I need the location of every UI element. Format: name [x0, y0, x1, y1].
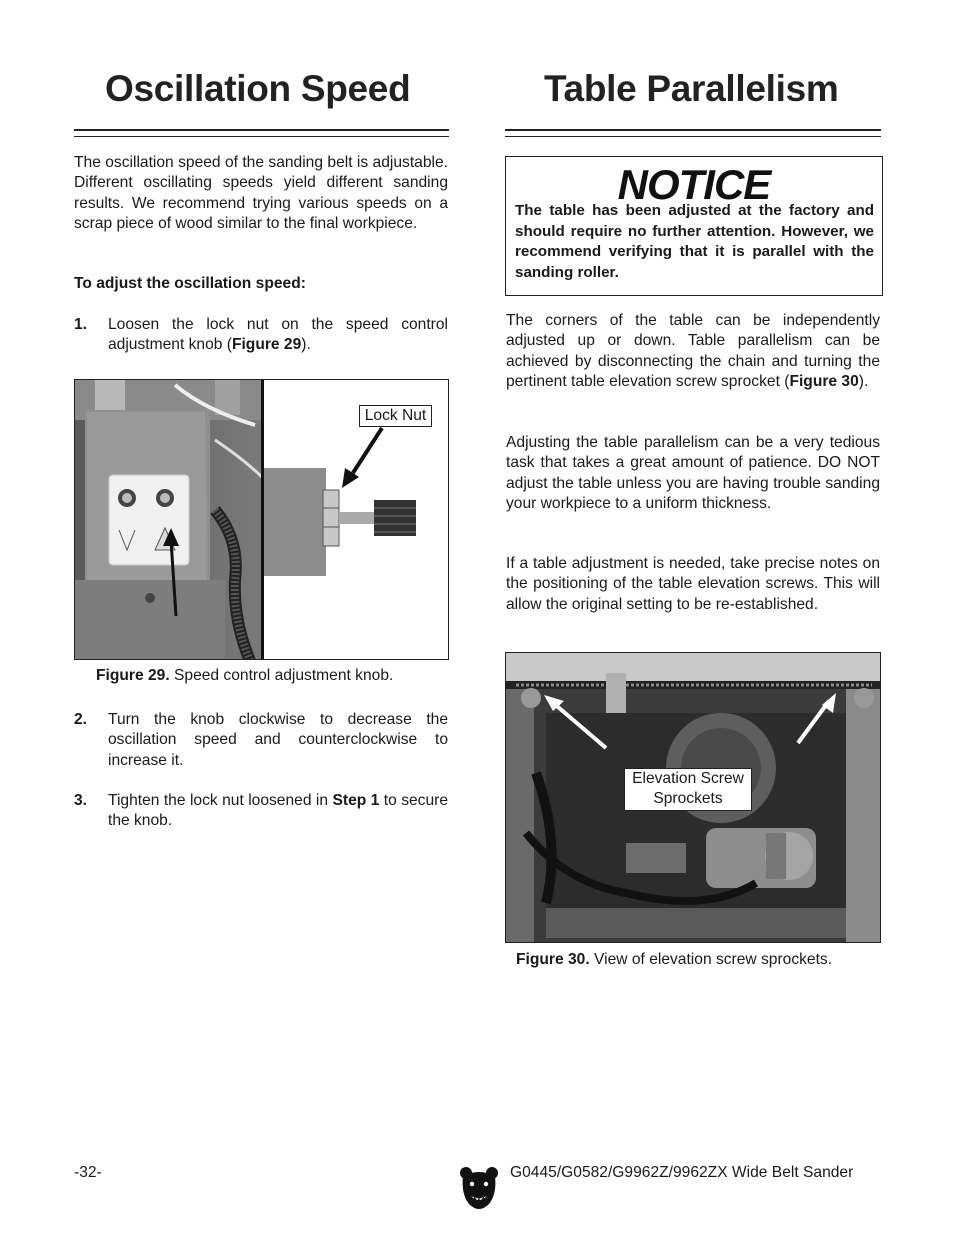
figure-29-photo	[74, 379, 449, 660]
step-1	[74, 315, 448, 356]
lock-nut-callout: Lock Nut	[359, 405, 432, 427]
step-text: Turn the knob clockwise to decrease the oscillation speed and counterclockwise to increase it.	[108, 711, 448, 769]
caption-label: Figure 30.	[516, 951, 590, 968]
step-number: 3.	[74, 792, 88, 809]
figure-30-caption	[516, 951, 832, 969]
heading-oscillation-speed: Oscillation Speed	[105, 68, 411, 109]
caption-text: Speed control adjustment knob.	[169, 667, 394, 684]
step-3	[74, 791, 448, 832]
elevation-screw-callout	[624, 768, 752, 811]
model-footer: G0445/G0582/G9962Z/9962ZX Wide Belt Sander	[510, 1164, 854, 1181]
step-text-end: to secure the knob.	[108, 792, 449, 830]
figure-ref: Figure 29	[231, 336, 302, 354]
right-heading-rule	[505, 129, 881, 137]
step-text: Tighten the lock nut loosened in	[108, 792, 333, 809]
notice-title: NOTICE	[617, 161, 771, 208]
page-number: -32-	[74, 1164, 102, 1181]
figure-ref: Figure 30	[789, 372, 859, 390]
caption-text: View of elevation screw sprockets.	[589, 951, 833, 968]
bear-head-logo-icon	[459, 1166, 499, 1212]
para-text-end: ).	[858, 372, 869, 390]
heading-table-parallelism: Table Parallelism	[544, 68, 839, 109]
parallelism-para-3: If a table adjustment is needed, take precise notes on the positioning of the table elevation screws. This will allow the original setting to be re-established.	[506, 555, 880, 613]
caption-label: Figure 29.	[96, 667, 170, 684]
left-heading-rule	[74, 129, 449, 137]
para-text: The corners of the table can be independently adjusted up or down. Table parallelism can be achieved by disconnecting the chain and turning the pertinent table elevation screw sprocket (	[506, 312, 880, 390]
step-text: Loosen the lock nut on the speed control adjustment knob (	[108, 316, 448, 354]
notice-text: The table has been adjusted at the factory and should require no further attention. However, we recommend verifying that it is parallel with the sanding roller.	[515, 202, 874, 281]
parallelism-para-1	[506, 311, 880, 392]
step-number: 1.	[74, 316, 88, 333]
figure-30-photo	[505, 652, 881, 943]
step-2	[74, 710, 448, 771]
parallelism-para-2: Adjusting the table parallelism can be a very tedious task that takes a great amount of patience. DO NOT adjust the table unless you are having trouble sanding your workpiece to a uniform thickness.	[506, 434, 880, 512]
callout-line-1: Elevation Screw	[632, 770, 744, 787]
notice-box	[505, 156, 883, 296]
step-text-end: ).	[301, 336, 311, 354]
figure-29-caption	[96, 667, 393, 685]
step-number: 2.	[74, 711, 88, 728]
oscillation-intro: The oscillation speed of the sanding belt is adjustable. Different oscillating speeds yield different sanding results. We recommend trying various speeds on a scrap piece of wood similar to the final workpiece.	[74, 154, 448, 232]
step-ref: Step 1	[332, 792, 380, 809]
procedure-title: To adjust the oscillation speed:	[74, 275, 306, 292]
callout-line-2: Sprockets	[653, 790, 723, 807]
